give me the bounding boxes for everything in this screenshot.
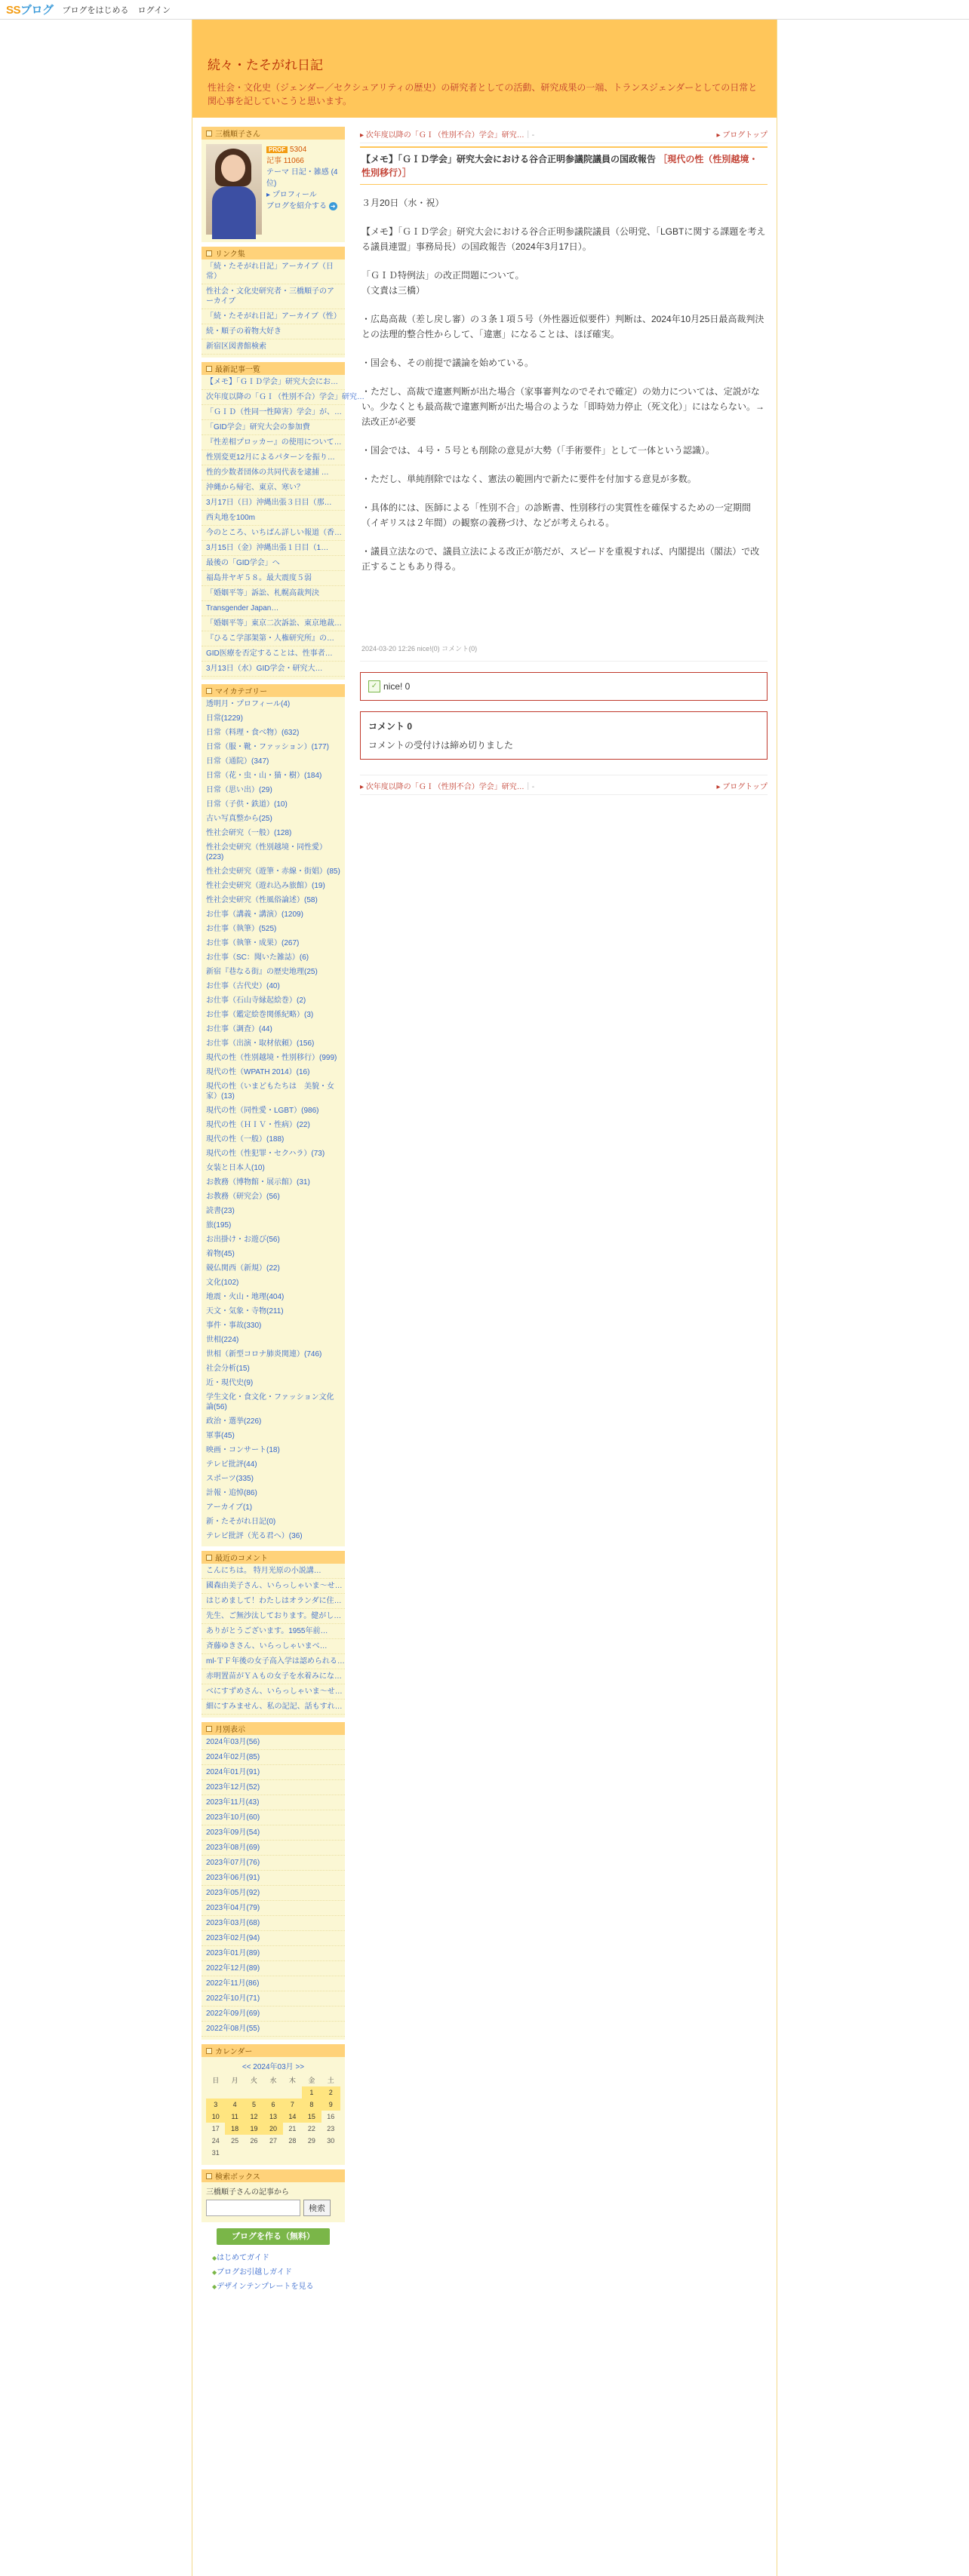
post-paragraph: 「ＧＩＤ特例法」の改正問題について。 （文責は三橋） (361, 270, 524, 296)
calendar-day[interactable]: 19 (245, 2123, 263, 2135)
post-paragraph: ・国会では、４号・５号とも削除の意見が大勢（「手術要件」として一体という認識）。 (361, 445, 715, 456)
guide-link[interactable]: ◆ デザインテンプレートを見る (201, 2278, 345, 2292)
profile-link[interactable]: プロフィール (272, 191, 317, 199)
category-link[interactable]: 古い写真整から(25) (206, 815, 272, 823)
list-item[interactable]: 「続・たそがれ日記」アーカイブ（日常） (201, 259, 345, 284)
recent-post-link[interactable]: 沖縄から帰宅、東京、寒い？ (201, 481, 345, 496)
category-link[interactable]: 日常（子供・鉄道）(10) (206, 800, 288, 809)
category-link[interactable]: 世相（新型コロナ肺炎関連）(746) (206, 1350, 322, 1359)
post-nav-top: ▸ 次年度以降の「ＧＩ（性別不合）学会」研究…｜- ▸ ブログトップ (360, 127, 768, 143)
category-link[interactable]: 性社会史研究（遊筆・赤線・街娼）(85) (206, 867, 340, 876)
calendar-day: 27 (269, 2137, 277, 2145)
month-link[interactable]: 2023年06月(91) (201, 1871, 345, 1886)
calendar-day[interactable]: 6 (263, 2099, 282, 2111)
category-link[interactable]: 日常（服・靴・ファッション）(177) (206, 743, 329, 751)
calendar-day[interactable]: 20 (263, 2123, 282, 2135)
category-link[interactable]: テレビ批評(44) (206, 1460, 257, 1469)
category-link[interactable]: 透明月・プロフィール(4) (206, 700, 291, 708)
category-link[interactable]: お仕事（石山寺縁起絵巻）(2) (206, 996, 306, 1005)
calendar-day (283, 2147, 302, 2159)
calendar-day (206, 2086, 225, 2099)
category-link[interactable]: 性社会史研究（性風俗論述）(58) (206, 896, 318, 904)
recent-post-link[interactable]: Transgender Japan… (201, 601, 345, 616)
theme-link[interactable]: テーマ 日記・雑感 (266, 168, 329, 177)
ss-blog-logo[interactable]: SSブログ (6, 4, 54, 17)
recent-post-link[interactable]: 「婚姻平等」東京二次訴訟、東京地裁… (201, 616, 345, 631)
comment-link[interactable]: はじめまして！わたしはオランダに住… (201, 1594, 345, 1609)
comment-closed-text: コメントの受付けは締め切りました (368, 740, 514, 751)
post-paragraph: ・ただし、高裁で違憲判断が出た場合（家事審判なのでそれで確定）の効力については、定説がない。少なくとも最高裁で違憲判断が出た場合のような「即時効力停止（死文化）」にはならない。→ 法改正が必要 (361, 386, 765, 427)
calendar-day (263, 2147, 282, 2159)
category-link[interactable]: 軍事(45) (206, 1432, 235, 1440)
calendar-day: 28 (288, 2137, 297, 2145)
category-link[interactable]: 読書(23) (206, 1207, 235, 1215)
make-blog-button[interactable]: ブログを作る（無料） (217, 2228, 330, 2245)
category-link[interactable]: お仕事（出演・取材依頼）(156) (206, 1039, 315, 1048)
box-heading-icon (206, 130, 212, 137)
category-link[interactable]: 地震・火山・地理(404) (206, 1293, 285, 1301)
category-link[interactable]: 映画・コンサート(18) (206, 1446, 280, 1454)
guide-link[interactable]: ◆ はじめてガイド (201, 2249, 345, 2264)
calendar-weekday: 土 (327, 2077, 334, 2084)
calendar-day: 24 (211, 2137, 220, 2145)
category-link[interactable]: 旅(195) (206, 1221, 232, 1230)
calendar-day[interactable]: 2 (321, 2086, 340, 2099)
category-link[interactable]: 文化(102) (206, 1279, 239, 1287)
post-paragraph: ・広島高裁（差し戻し審）の３条１項５号（外性器近似要件）判断は、2024年10月25日最高裁判決との法理的整合性からして、「違憲」になることは、ほぼ確実。 (361, 314, 764, 339)
sidebar (201, 127, 365, 2292)
post-title (360, 146, 768, 185)
category-link[interactable]: 事件・事故(330) (206, 1322, 262, 1330)
month-link[interactable]: 2023年07月(76) (201, 1856, 345, 1871)
comment-link[interactable]: 赤明置苗がＹＡもの女子を水着みにな… (201, 1669, 345, 1684)
profile-heading: 三橋順子さん (215, 130, 260, 139)
list-item[interactable]: 「続・たそがれ日記」アーカイブ（性） (201, 309, 345, 324)
calendar-day: 29 (307, 2137, 315, 2145)
calendar-day: 25 (231, 2137, 239, 2145)
month-link[interactable]: 2023年03月(68) (201, 1916, 345, 1931)
category-link[interactable]: お仕事（鑑定絵巻関係紀略）(3) (206, 1011, 314, 1019)
category-link[interactable]: アーカイブ(1) (206, 1503, 253, 1512)
comment-box (360, 711, 768, 760)
search-label: 三橋順子さんの記事から (206, 2188, 289, 2197)
comment-link[interactable]: 先生、ご無沙汰しております。健がし… (201, 1609, 345, 1624)
calendar-day: 22 (307, 2125, 315, 2132)
category-link[interactable]: お教務（研究会）(56) (206, 1193, 280, 1201)
category-link[interactable]: 天文・気象・寺物(211) (206, 1307, 284, 1316)
avatar[interactable] (206, 144, 262, 235)
post-paragraph: ・ただし、単純削除ではなく、憲法の範囲内で新たに要件を付加する意見が多数。 (361, 474, 697, 484)
category-link[interactable]: 着物(45) (206, 1250, 235, 1258)
month-link[interactable]: 2022年11月(86) (201, 1976, 345, 1991)
category-link[interactable]: スポーツ(335) (206, 1475, 254, 1483)
category-link[interactable]: 現代の性（同性愛・LGBT）(986) (206, 1107, 319, 1115)
category-link[interactable]: 現代の性（一般）(188) (206, 1135, 285, 1144)
start-blog-link[interactable]: ブログをはじめる (62, 5, 129, 15)
monthly-box (201, 1722, 345, 2040)
category-link[interactable]: 現代の性（いまどもたちは 美貌・女家）(13) (206, 1082, 334, 1101)
month-link[interactable]: 2023年01月(89) (201, 1946, 345, 1961)
category-link[interactable]: 政治・選挙(226) (206, 1417, 262, 1426)
top-bar (0, 0, 969, 20)
calendar-day[interactable]: 18 (225, 2123, 244, 2135)
box-heading-icon (206, 1555, 212, 1561)
category-link[interactable]: 日常(1229) (206, 714, 243, 723)
recent-post-link[interactable]: 性的少数者団体の共同代表を逮捕 … (201, 465, 345, 481)
month-link[interactable]: 2022年12月(89) (201, 1961, 345, 1976)
nice-icon[interactable]: ✓ (368, 680, 380, 692)
category-link[interactable]: お仕事（執筆・成果）(267) (206, 939, 300, 947)
recent-post-link[interactable]: 3月13日（水）GID学会・研究大… (201, 662, 345, 677)
box-heading-icon (206, 688, 212, 694)
nice-box (360, 672, 768, 701)
search-heading: 検索ボックス (215, 2173, 260, 2181)
comment-link[interactable]: 細にすみません、私の記記、話もすれ… (201, 1699, 345, 1715)
category-link[interactable]: 現代の性（WPATH 2014）(16) (206, 1068, 310, 1076)
prev-post-link[interactable]: 次年度以降の「ＧＩ（性別不合）学会」研究… (365, 131, 524, 140)
post-paragraph: ・具体的には、医師による「性別不合」の診断書、性別移行の実質性を確保するための一定期間（イギリスは２年間）の観察の義務づけ、などが考えられる。 (361, 502, 752, 528)
list-item[interactable]: 性社会・文化史研究者・三橋順子のアーカイブ (201, 284, 345, 309)
recent-post-link[interactable]: 最後の「GID学会」へ (201, 556, 345, 571)
calendar-day[interactable]: 3 (206, 2099, 225, 2111)
calendar-day[interactable]: 8 (302, 2099, 321, 2111)
calendar-day[interactable]: 10 (206, 2111, 225, 2123)
comment-link[interactable]: ml-ＴＦ年後の女子高入学は認められる… (201, 1654, 345, 1669)
category-link[interactable]: 競仏関西（新規）(22) (206, 1264, 280, 1273)
post-paragraph: 【メモ】「ＧＩＤ学会」研究大会における谷合正明参議院議員（公明党、「LGBTに関する課題を考える議員連盟」事務局長）の国政報告（2024年3月17日）。 (361, 226, 766, 252)
month-link[interactable]: 2023年04月(79) (201, 1901, 345, 1916)
list-item[interactable]: 新宿区図書館検索 (201, 339, 345, 355)
category-link[interactable]: テレビ批評（光る君へ）(36) (206, 1532, 303, 1540)
recent-post-link[interactable]: 今のところ、いちばん詳しい報道（香… (201, 526, 345, 541)
recent-post-link[interactable]: 性別変更12月によるパターンを振り… (201, 450, 345, 465)
calendar-day: 30 (327, 2137, 335, 2145)
search-box (201, 2169, 345, 2222)
month-link[interactable]: 2024年02月(85) (201, 1750, 345, 1765)
calendar-day[interactable]: 5 (245, 2099, 263, 2111)
box-heading-icon (206, 2173, 212, 2179)
search-button[interactable]: 検索 (303, 2200, 331, 2216)
category-link[interactable]: お出掛け・お遊び(56) (206, 1236, 280, 1244)
recent-post-link[interactable]: 『ひるこ学部架第・人権研究所』の… (201, 631, 345, 646)
calendar-day[interactable]: 15 (302, 2111, 321, 2123)
post-paragraph: ・議員立法なので、議員立法による改正が筋だが、スピードを重視すれば、内閣提出（閣法）で改正することもあり得る。 (361, 546, 760, 572)
category-link[interactable]: 現代の性（性犯罪・セクハラ）(73) (206, 1150, 325, 1158)
calendar-weekday: 水 (269, 2077, 277, 2084)
recent-post-link[interactable]: 3月15日（金）沖縄出張１日目（1… (201, 541, 345, 556)
category-link[interactable]: お仕事（執筆）(525) (206, 925, 277, 933)
calendar-day (283, 2086, 302, 2099)
category-link[interactable]: お仕事（古代史）(40) (206, 982, 280, 990)
category-link[interactable]: 現代の性（性別越境・性別移行）(999) (206, 1054, 337, 1062)
recent-post-link[interactable]: 「GID学会」研究大会の参加費 (201, 420, 345, 435)
recent-post-link[interactable]: 「婚姻平等」訴訟、札幌高裁判決 (201, 586, 345, 601)
calendar-day: 26 (250, 2137, 258, 2145)
recent-posts-box (201, 362, 365, 680)
calendar-day (263, 2086, 282, 2099)
comments-heading: 最近のコメント (215, 1555, 268, 1563)
calendar-day[interactable]: 1 (302, 2086, 321, 2099)
theme-rank: (4 (331, 168, 338, 177)
calendar-weekday: 火 (251, 2077, 258, 2084)
category-link[interactable]: 性社会史研究（性別越境・同性愛）(223) (206, 843, 327, 861)
calendar-day: 16 (327, 2113, 335, 2120)
month-link[interactable]: 2024年03月(56) (201, 1735, 345, 1750)
prev-post-link[interactable]: 次年度以降の「ＧＩ（性別不合）学会」研究… (365, 783, 524, 791)
box-heading-icon (206, 2048, 212, 2054)
calendar-day[interactable]: 13 (263, 2111, 282, 2123)
category-link[interactable]: 性社会研究（一般）(128) (206, 829, 292, 837)
month-link[interactable]: 2023年11月(43) (201, 1795, 345, 1810)
month-link[interactable]: 2023年10月(60) (201, 1810, 345, 1825)
month-link[interactable]: 2023年05月(92) (201, 1886, 345, 1901)
calendar-day: 21 (288, 2125, 297, 2132)
guide-links (201, 2249, 345, 2292)
box-heading-icon (206, 250, 212, 256)
comment-link[interactable]: ありがとうございます。1955年前… (201, 1624, 345, 1639)
calendar-day[interactable]: 7 (283, 2099, 302, 2111)
categories-box (201, 684, 345, 1546)
category-link[interactable]: 新宿『巷なる街』の歴史地理(25) (206, 968, 318, 976)
post-nav-bottom: ▸ 次年度以降の「ＧＩ（性別不合）学会」研究…｜- ▸ ブログトップ (360, 775, 768, 795)
category-link[interactable]: 性社会史研究（遊れ込み旅館）(19) (206, 882, 325, 890)
guide-link[interactable]: ◆ ブログお引越しガイド (201, 2264, 345, 2278)
recent-post-link[interactable]: 西丸地を100m (201, 511, 345, 526)
recent-post-link[interactable]: 「ＧＩＤ（性同一性障害）学会」が、… (201, 405, 345, 420)
month-link[interactable]: 2022年10月(71) (201, 1991, 345, 2006)
month-link[interactable]: 2022年08月(55) (201, 2022, 345, 2037)
calendar-weekday: 月 (231, 2077, 238, 2084)
blog-title[interactable]: 続々・たそがれ日記 (208, 58, 323, 72)
calendar-day[interactable]: 11 (225, 2111, 244, 2123)
blog-header (192, 20, 777, 118)
month-link[interactable]: 2023年02月(94) (201, 1931, 345, 1946)
comment-link[interactable]: 國森由美子さん、いらっしゃいま〜せ… (201, 1579, 345, 1594)
calendar-day[interactable]: 9 (321, 2099, 340, 2111)
calendar-weekday: 金 (308, 2077, 315, 2084)
category-link[interactable]: 学生文化・食文化・ファッション文化論(56) (206, 1393, 334, 1411)
calendar-nav[interactable]: << 2024年03月 >> (241, 2063, 305, 2071)
calendar-day: 17 (211, 2125, 220, 2132)
calendar-heading: カレンダー (215, 2048, 253, 2056)
calendar-day: 23 (327, 2125, 335, 2132)
post-date: ３月20日（水・祝） (361, 198, 445, 208)
blog-top-link[interactable]: ブログトップ (722, 783, 768, 791)
category-link[interactable]: 近・現代史(9) (206, 1379, 254, 1387)
blog-description: 性社会・文化史（ジェンダー／セクシュアリティの歴史）の研究者としての活動、研究成果の一端、トランスジェンダーとしての日常と関心事を記していこうと思います。 (208, 82, 758, 106)
calendar-weekday: 日 (212, 2077, 220, 2084)
comment-link[interactable]: 斉藤ゆきさん、いらっしゃいまべ… (201, 1639, 345, 1654)
recent-heading: 最新記事一覧 (215, 366, 260, 374)
calendar-day (225, 2147, 244, 2159)
nice-count[interactable]: nice! 0 (383, 681, 411, 692)
calendar-weekday: 木 (288, 2077, 296, 2084)
monthly-heading: 月別表示 (215, 1726, 245, 1734)
recent-post-link[interactable]: 3月17日（日）沖縄出張３日目（那… (201, 496, 345, 511)
post-paragraph: ・国会も、その前提で議論を始めている。 (361, 358, 534, 368)
recent-post-link[interactable]: 次年度以降の「ＧＩ（性別不合）学会」研究… (201, 390, 345, 405)
nav-separator: ｜- (524, 131, 535, 140)
category-link[interactable]: 新・たそがれ日記(0) (206, 1518, 276, 1526)
calendar-day (225, 2086, 244, 2099)
category-link[interactable]: お教務（博物館・展示館）(31) (206, 1178, 310, 1187)
share-icon[interactable]: ➜ (329, 202, 337, 210)
calendar-day[interactable]: 4 (225, 2099, 244, 2111)
calendar-box (201, 2044, 345, 2165)
login-link[interactable]: ログイン (137, 5, 171, 15)
box-heading-icon (206, 1726, 212, 1732)
recent-post-link[interactable]: GID医療を否定することは、性事者… (201, 646, 345, 662)
recent-post-link[interactable]: 『性差相プロッカー』の使用について… (201, 435, 345, 450)
calendar-day[interactable]: 12 (245, 2111, 263, 2123)
intro-blog-link[interactable]: ブログを紹介する (266, 202, 327, 210)
prof-badge: PROF (266, 146, 288, 153)
category-link[interactable]: 社会分析(15) (206, 1365, 250, 1373)
calendar-day (321, 2147, 340, 2159)
recent-post-link[interactable]: 福島井ヤギ５８。最大震度５弱 (201, 571, 345, 586)
post-meta: 2024-03-20 12:26 nice!(0) コメント(0) (360, 598, 768, 662)
categories-heading: マイカテゴリー (215, 688, 268, 696)
calendar-day[interactable]: 14 (283, 2111, 302, 2123)
category-link[interactable]: 世相(224) (206, 1336, 239, 1344)
category-link[interactable]: お仕事（調査）(44) (206, 1025, 272, 1033)
category-link[interactable]: 現代の性（ＨＩＶ・性病）(22) (206, 1121, 310, 1129)
search-input[interactable] (206, 2200, 300, 2216)
theme-rank-suffix: 位) (266, 180, 277, 188)
month-link[interactable]: 2023年12月(52) (201, 1780, 345, 1795)
category-link[interactable]: お仕事（講義・講演）(1209) (206, 910, 303, 919)
links-heading: リンク集 (215, 250, 245, 259)
links-box (201, 247, 345, 358)
month-link[interactable]: 2023年08月(69) (201, 1841, 345, 1856)
list-item[interactable]: 続・順子の着物大好き (201, 324, 345, 339)
category-link[interactable]: 日常（通院）(347) (206, 757, 269, 766)
month-link[interactable]: 2022年09月(69) (201, 2006, 345, 2022)
category-link[interactable]: お仕事（SC：聞いた雑誌）(6) (206, 953, 309, 962)
comment-link[interactable]: べにすずめさん、いらっしゃいま〜せ… (201, 1684, 345, 1699)
recent-post-link[interactable]: 【メモ】「ＧＩＤ学会」研究大会にお… (201, 375, 345, 390)
calendar-day: 31 (211, 2149, 220, 2157)
comment-heading: コメント 0 (368, 721, 413, 732)
profile-info: PROF 5304 記事 11066 テーマ 日記・雑感 (4 位) ▸ プロフィール ブログを紹介する ➜ (266, 146, 338, 210)
nav-separator: ｜- (524, 783, 535, 791)
month-link[interactable]: 2024年01月(91) (201, 1765, 345, 1780)
calendar-day (302, 2147, 321, 2159)
post-body (360, 185, 768, 598)
comment-link[interactable]: こんにちは。 特月光原の小説講… (201, 1564, 345, 1579)
main-content (360, 127, 768, 795)
category-link[interactable]: 女装と日本人(10) (206, 1164, 265, 1172)
category-link[interactable]: 計報・追悼(86) (206, 1489, 257, 1497)
calendar-table (206, 2074, 340, 2159)
category-link[interactable]: 日常（思い出）(29) (206, 786, 272, 794)
calendar-day (245, 2086, 263, 2099)
page-frame (192, 20, 777, 2576)
category-link[interactable]: 日常（花・虫・山・猫・樹）(184) (206, 772, 322, 780)
article-count: 記事 11066 (266, 157, 304, 165)
box-heading-icon (206, 366, 212, 372)
calendar-day (245, 2147, 263, 2159)
month-link[interactable]: 2023年09月(54) (201, 1825, 345, 1841)
post-title-text[interactable]: 【メモ】「ＧＩＤ学会」研究大会における谷合正明参議院議員の国政報告 (361, 154, 657, 164)
comments-box (201, 1551, 345, 1718)
visit-count: 5304 (290, 146, 307, 154)
post-category-link[interactable]: ［現代の性（性別越境・性別移行）］ (361, 154, 758, 178)
category-link[interactable]: 日常（料理・食べ物）(632) (206, 729, 300, 737)
profile-box (201, 127, 345, 242)
blog-top-link[interactable]: ブログトップ (722, 131, 768, 140)
